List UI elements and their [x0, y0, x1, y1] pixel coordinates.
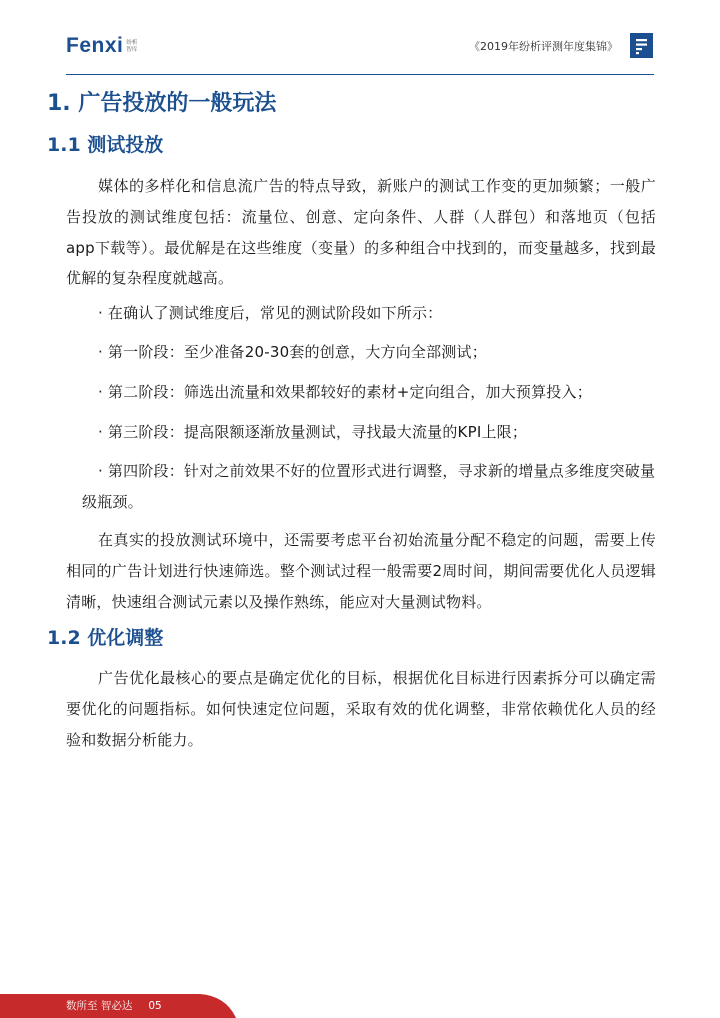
section-heading-1-1: 1.1 测试投放 [47, 134, 164, 156]
paragraph-optimization: 广告优化最核心的要点是确定优化的目标，根据优化目标进行因素拆分可以确定需要优化的问题指标。如何快速定位问题，采取有效的优化调整，非常依赖优化人员的经验和数据分析能力。 [66, 669, 656, 749]
logo-sub-line1: 纷析 [126, 40, 138, 46]
bullet-item: · 第四阶段：针对之前效果不好的位置形式进行调整，寻求新的增量点多维度突破量级瓶颈。 [82, 462, 656, 511]
footer-text [66, 999, 162, 1013]
chapter-heading: 1. 广告投放的一般玩法 [47, 91, 277, 116]
document-title: 《2019年纷析评测年度集锦》 [469, 40, 618, 53]
section-heading-1-2: 1.2 优化调整 [47, 627, 164, 649]
bullet-item: · 第二阶段：筛选出流量和效果都较好的素材+定向组合，加大预算投入； [98, 383, 592, 401]
footer-slogan: 数所至 智必达 [66, 1000, 133, 1012]
page-header [0, 0, 720, 76]
page-number: 05 [148, 1000, 162, 1012]
fenxi-logo [66, 34, 144, 58]
logo-subtitle [126, 40, 144, 54]
logo-letter-i: i [117, 34, 124, 57]
header-divider [66, 74, 654, 75]
bullet-item: · 第一阶段：至少准备20-30套的创意，大方向全部测试； [98, 343, 487, 361]
bullet-item: · 第三阶段：提高限额逐渐放量测试，寻找最大流量的KPI上限； [98, 423, 528, 441]
bullet-item: · 在确认了测试维度后，常见的测试阶段如下所示： [98, 304, 443, 322]
logo-wordmark: Fenx [66, 34, 118, 57]
document-icon [630, 33, 653, 58]
logo-sub-line2: 智库 [126, 47, 138, 53]
paragraph-testing-intro: 媒体的多样化和信息流广告的特点导致，新账户的测试工作变的更加频繁；一般广告投放的测试维度包括：流量位、创意、定向条件、人群（人群包）和落地页（包括app下载等）。最优解是在这些维度（变量）的多种组合中找到的，而变量越多，找到最优解的复杂程度就越高。 [66, 177, 656, 288]
paragraph-testing-env: 在真实的投放测试环境中，还需要考虑平台初始流量分配不稳定的问题，需要上传相同的广告计划进行快速筛选。整个测试过程一般需要2周时间，期间需要优化人员逻辑清晰，快速组合测试元素以及操作熟练，能应对大量测试物料。 [66, 531, 656, 611]
